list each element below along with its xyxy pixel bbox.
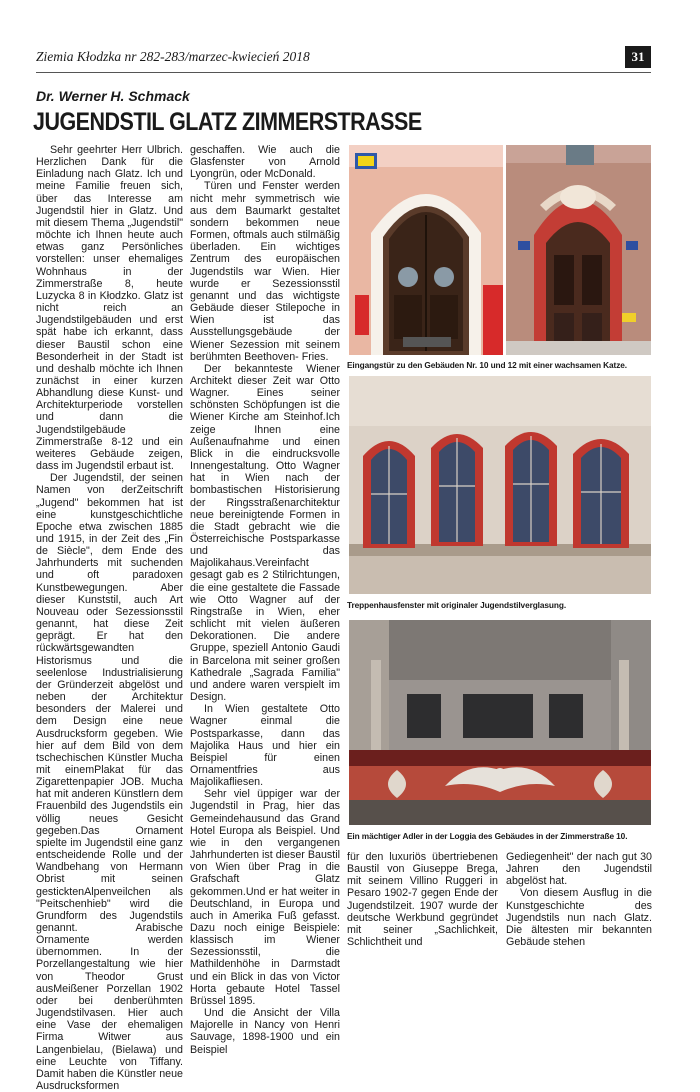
text-column-3 <box>347 851 498 949</box>
caption-windows: Treppenhausfenster mit originaler Jugendstilverglasung. <box>347 600 567 610</box>
paragraph: Und die Ansicht der Villa Majorelle in Nancy von Henri Sauvage, 1898-1900 und ein Beispiel <box>190 1007 340 1056</box>
caption-loggia: Ein mächtiger Adler in der Loggia des Gebäudes in der Zimmerstraße 10. <box>347 831 628 841</box>
paragraph: geschaffen. Wie auch die Glasfenster von Arnold Lyongrün, oder McDonald. <box>190 144 340 181</box>
door-photo-left <box>349 145 503 355</box>
paragraph: Der Jugendstil, der seinen Namen von derZeitschrift „Jugend" bekommen hat ist eine kunstgeschichtliche Epoche etwa zwischen 1885 und 1915, in der Zeit des „Fin de Siècle", dem Ende des Jahrhunderts mit suchenden und oft paradoxen Kunstbewegungen. Aber dieser Kunststil, auch Art Nouveau oder Sezessionsstil genannt, hat diese Zeit geprägt. Er hat den rückwärtsgewandten Historismus und die seelenlose Industrialisierung der Gründerzeit abgelöst und neben der Architektur besonders der Malerei und dem Design eine neue Ausdrucksform gegeben. Wie hier auf dem Bild von dem tschechischen Künstler Mucha mit einemPlakat für das Zigarettenpapier JOB. Mucha hat mit anderen Künstlern dem Frauenbild des Jugendstils ein völlig neues Gesicht gegeben.Das Ornament spielte im Jugendstil eine ganz entscheidende Rolle und der Wandbehang von Hermann Obrist mit seinen gesticktenAlpenveilchen als "Peitschenhieb" wird die Grundform des Jugendstils genannt. Arabische Ornamente werden übernommen. In der Porzellangestaltung wie hier von Theodor Grust ausMeißener Porzellan 1902 oder bei denberühmten Jugendstilvasen. Hier auch eine Vase der ehemaligen Firma Witwer aus Langenbielau, (Bielawa) und eine Leuchte von Tiffany. Damit haben die Künstler neue Ausdrucksformen <box>36 472 183 1092</box>
text-column-4 <box>506 851 652 949</box>
paragraph: In Wien gestaltete Otto Wagner einmal die Postsparkasse, dann das Majolika Haus und hier ein Beispiel für einen Ornamentfries aus Majolikafliesen. <box>190 703 340 789</box>
page-number: 31 <box>625 46 651 68</box>
paragraph: Von diesem Ausflug in die Kunstgeschichte des Jugendstils nun nach Glatz. Die ältesten mir bekannten Gebäude stehen <box>506 887 652 949</box>
windows-photo <box>349 376 651 594</box>
text-column-2 <box>190 144 340 1056</box>
text-column-1 <box>36 144 183 1092</box>
paragraph: Der bekannteste Wiener Architekt dieser Zeit war Otto Wagner. Eines seiner schönsten Schöpfungen ist die Wiener Kirche am Steinhof.Ich zeige Ihnen eine Außenaufnahme und einen Blick in die eindrucksvolle Innengestaltung. Otto Wagner hat in Wien nach der bombastischen Historisierung der Ringsstraßenarchitektur neue bereinigtende Formen in die Stadt gebracht wie die Österreichische Postsparkasse und das Majolikahaus.Vereinfacht gesagt gab es 2 Stilrichtungen, die eine gestaltete die Fassade wie Otto Wagner auf der Ringstraße in Wien, eher schlicht mit vielen äußeren Dekorationen. Die andere Gruppe, speziell Antonio Gaudi in Barcelona mit seiner großen Kathedrale „Sagrada Familia" und andere waren verspielt im Design. <box>190 362 340 704</box>
article-title: JUGENDSTIL GLATZ ZIMMERSTRASSE <box>33 108 422 136</box>
paragraph: Sehr geehrter Herr Ulbrich. Herzlichen Dank für die Einladung nach Glatz. Ich und meine Familie freuen sich, über das Interesse am Jugendstil hier in Glatz. Und mit diesem Thema „Jugendstil" möchte ich Ihnen heute auch etwas ganz Persönliches vorstellen: unser ehemaliges Wohnhaus in der Zimmerstraße 8, heute Luzycka 8 in Kłodzko. Glatz ist nicht reich an Jugendstilgebäuden und erst spät habe ich erkannt, dass dieser Baustil schon eine Besonderheit in der Stadt ist und deshalb möchte ich Ihnen zunächst in einer kurzen Abhandlung diese Kunst- und Architekturperiode vorstellen und dann die Jugendstilgebäude Zimmerstraße 8-12 und ein weiteres Gebäude zeigen, dass im Jugendstil erbaut ist. <box>36 144 183 473</box>
paragraph: Türen und Fenster werden nicht mehr symmetrisch wie aus dem Baumarkt gestaltet sondern bekommen neue Formen, oftmals auch stilmäßig überladen. Ein wichtiges Zentrum des europäischen Jugendstils war Wien. Hier wurde er Sezessionsstil genannt und das wichtigste Gebäude dieser Stilepoche in Wien ist das Ausstellungsgebäude der Wiener Sezession mit seinem berühmten Beethoven- Fries. <box>190 180 340 363</box>
paragraph: Gediegenheit" der nach gut 30 Jahren den Jugendstil abgelöst hat. <box>506 851 652 888</box>
door-photo-right <box>506 145 651 355</box>
paragraph: für den luxuriös übertriebenen Baustil von Giuseppe Brega, mit seinem Villino Ruggeri in Pesaro 1902-7 gegen Ende der Jugendstilzeit. 1907 wurde der deutsche Werkbund gegründet mit seiner „Sachlichkeit, Schlichtheit und <box>347 851 498 949</box>
paragraph: Sehr viel üppiger war der Jugendstil in Prag, hier das Gemeindehausund das Grand Hotel Europa als Beispiel. Und wie in den vergangenen Jahrhunderten ist dieser Baustil von Wien über Prag in die Grafschaft Glatz gekommen.Und er hat weiter in Deutschland, in Europa und auch in Amerika Fuß gefasst. Dazu noch einige Beispiele: klassisch im Wiener Sezessionsstil, die Mathildenhöhe in Darmstadt und ein Blick in das von Victor Horta gebaute Hotel Tassel Brüssel 1895. <box>190 788 340 1007</box>
loggia-photo <box>349 620 651 825</box>
running-header <box>36 46 651 73</box>
journal-title: Ziemia Kłodzka nr 282-283/marzec-kwiecień 2018 <box>36 49 310 64</box>
article-author: Dr. Werner H. Schmack <box>36 88 190 104</box>
caption-doors: Eingangstür zu den Gebäuden Nr. 10 und 12 mit einer wachsamen Katze. <box>347 360 627 370</box>
